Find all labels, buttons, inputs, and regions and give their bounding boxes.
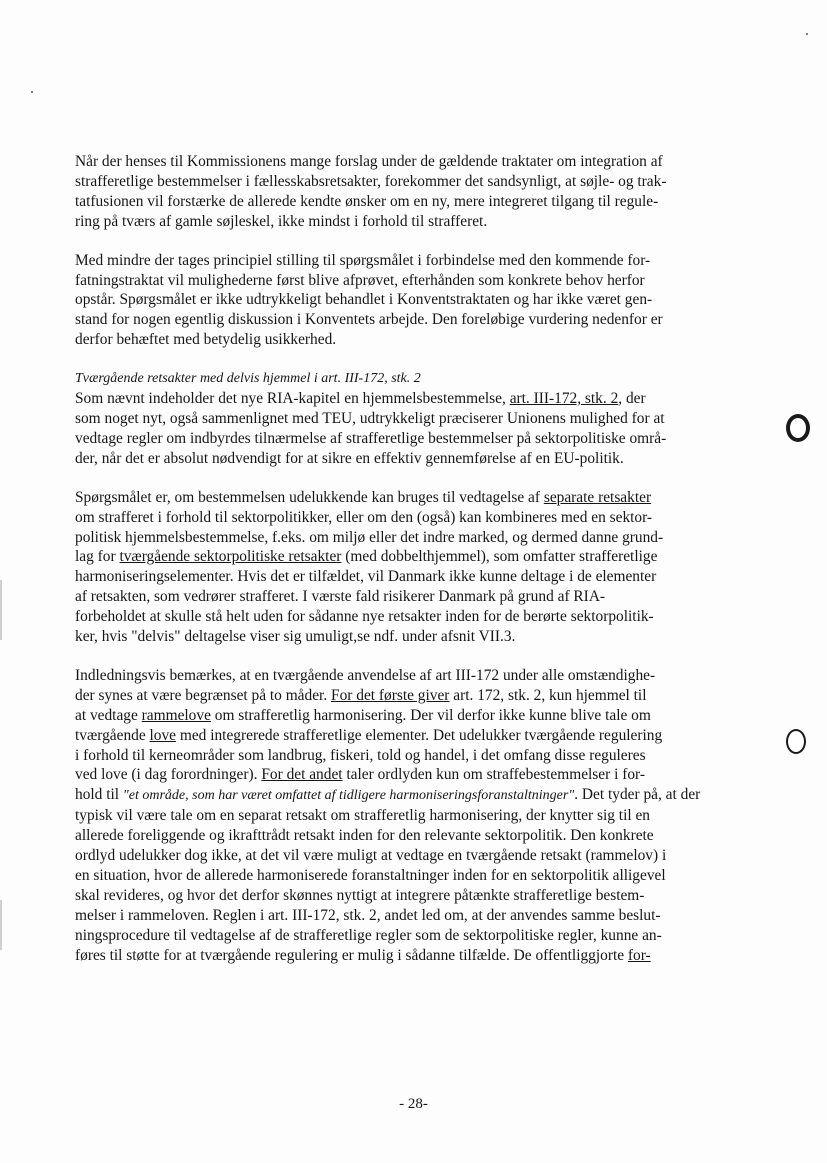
section-paragraph-3 [75, 666, 755, 966]
text-line: vedtage regler om indbyrdes tilnærmelse af strafferetlige bestemmelser på sektorpolitiske områ- [75, 429, 667, 447]
text-run: tværgående [75, 726, 150, 744]
text-run: hold til [75, 786, 123, 804]
text-line: harmoniseringselementer. Hvis det er tilfældet, vil Danmark ikke kunne deltage i de elementer [75, 568, 657, 586]
text-run: om strafferetlig harmonisering. Der vil derfor ikke kunne blive tale om [210, 706, 651, 724]
text-line [75, 946, 755, 966]
underlined-text: For det første giver [331, 686, 450, 704]
text-line: opstår. Spørgsmålet er ikke udtrykkeligt behandlet i Konventstraktaten og har ikke været gen- [75, 291, 653, 309]
underlined-text: love [149, 726, 177, 744]
text-line: typisk vil være tale om en separat retsakt om strafferetlig harmonisering, der knytter sig til en [75, 807, 650, 825]
underlined-text: separate retsakter [543, 488, 652, 506]
text-line: stand for nogen egentlig diskussion i Konventets arbejde. Den foreløbige vurdering nedenfor er [75, 311, 663, 329]
text-line [75, 765, 755, 785]
text-line: en situation, hvor de allerede harmoniserede foranstaltninger inden for en sektorpolitik alligevel [75, 867, 666, 884]
text-line: tatfusionen vil forstærke de allerede kendte ønsker om en ny, mere integreret tilgang til regule- [75, 192, 659, 210]
text-line: strafferetlige bestemmelser i fællesskabsretsakter, forekommer det sandsynligt, at søjle- og trak- [75, 172, 667, 190]
text-line [75, 706, 755, 726]
italic-quote: "et område, som har været omfattet af tidligere harmoniseringsforanstaltninger" [122, 788, 575, 804]
text-line: fatningstraktat vil mulighederne først blive afprøvet, efterhånden som konkrete behov herfor [75, 271, 645, 289]
underlined-text: for- [627, 946, 651, 964]
text-run: lag for [75, 548, 120, 566]
text-run: med integrerede strafferetlige elementer. Det udelukker tværgående regulering [176, 726, 663, 744]
text-line [75, 389, 755, 409]
punch-hole-icon [786, 729, 806, 754]
text-line: som noget nyt, også sammenlignet med TEU, udtrykkeligt præciserer Unionens mulighed for at [75, 409, 665, 427]
text-run: føres til støtte for at tværgående regulering er mulig i sådanne tilfælde. De offentliggjorte [75, 946, 628, 964]
text-run: Som nævnt indeholder det nye RIA-kapitel en hjemmelsbestemmelse, [75, 390, 510, 408]
text-run: , der [618, 390, 646, 408]
text-line: Med mindre der tages principiel stilling til spørgsmålet i forbindelse med den kommende for- [75, 251, 651, 269]
paragraph-2 [75, 251, 755, 351]
section-paragraph-2 [75, 488, 755, 647]
punch-hole-icon [786, 414, 810, 442]
text-line: ordlyd udelukker dog ikke, at det vil være muligt at vedtage en tværgående retsakt (rammelov) i [75, 847, 667, 865]
text-run: der synes at være begrænset på to måder. [75, 686, 332, 704]
text-run: art. 172, stk. 2, kun hjemmel til [449, 686, 647, 704]
text-line: der, når det er absolut nødvendigt for at sikre en effektiv gennemførelse af en EU-politik. [75, 449, 624, 467]
text-run: Spørgsmålet er, om bestemmelsen udelukkende kan bruges til vedtagelse af [75, 488, 544, 506]
text-line: i forhold til kerneområder som landbrug, fiskeri, told og handel, i det omfang disse reguleres [75, 746, 646, 764]
text-run: taler ordlyden kun om straffebestemmelser i for- [342, 766, 645, 784]
text-line [75, 547, 755, 567]
text-line: ningsprocedure til vedtagelse af de strafferetlige regler som de sektorpolitiske regler, kunne an- [75, 926, 662, 944]
text-line: melser i rammeloven. Reglen i art. III-172, stk. 2, andet led om, at der anvendes samme beslut- [75, 906, 661, 924]
underlined-text: For det andet [261, 766, 343, 784]
page-number: - 28- [399, 1096, 428, 1112]
text-line [75, 488, 755, 508]
paragraph-1 [75, 152, 755, 232]
text-line: politisk hjemmelsbestemmelse, f.eks. om miljø eller det indre marked, og dermed danne grund- [75, 528, 664, 546]
underlined-text: art. III-172, stk. 2 [509, 390, 619, 408]
text-line: Indledningsvis bemærkes, at en tværgående anvendelse af art III-172 under alle omstændighe- [75, 666, 656, 684]
text-line: Når der henses til Kommissionens mange forslag under de gældende traktater om integration af [75, 153, 663, 170]
scan-speck [31, 91, 33, 93]
text-run: . Det tyder på, at der [574, 786, 701, 804]
text-run: at vedtage [75, 706, 142, 724]
section-paragraph-1 [75, 369, 755, 469]
section-heading: Tværgående retsakter med delvis hjemmel i art. III-172, stk. 2 [75, 371, 421, 387]
underlined-text: rammelove [141, 706, 211, 724]
document-body [75, 152, 755, 985]
text-line [75, 785, 755, 806]
scan-speck [806, 33, 808, 35]
scan-edge-mark [0, 900, 2, 950]
text-line: om strafferet i forhold til sektorpolitikker, eller om den (også) kan kombineres med en sektor- [75, 508, 653, 526]
text-line [75, 686, 755, 706]
text-line: af retsakten, som vedrører strafferet. I værste fald risikerer Danmark på grund af RIA- [75, 588, 606, 606]
text-run: ved love (i dag forordninger). [75, 766, 262, 784]
text-line: skal revideres, og hvor det derfor skønnes nyttigt at integrere påtænkte strafferetlige bestem- [75, 886, 645, 904]
text-line: derfor behæftet med betydelig usikkerhed. [75, 331, 337, 349]
text-line: ring på tværs af gamle søjleskel, ikke mindst i forhold til strafferet. [75, 212, 488, 230]
text-line [75, 726, 755, 746]
text-line: forbeholdet at skulle stå helt uden for sådanne nye retsakter inden for de berørte sektorpolitik- [75, 608, 654, 626]
scan-edge-mark [0, 580, 2, 640]
text-run: (med dobbelthjemmel), som omfatter strafferetlige [341, 548, 658, 566]
text-line: ker, hvis "delvis" deltagelse viser sig umuligt,se ndf. under afsnit VII.3. [75, 628, 516, 646]
underlined-text: tværgående sektorpolitiske retsakter [119, 548, 342, 566]
text-line: allerede foreliggende og ikrafttrådt retsakt inden for den relevante sektorpolitik. Den konkrete [75, 827, 654, 845]
